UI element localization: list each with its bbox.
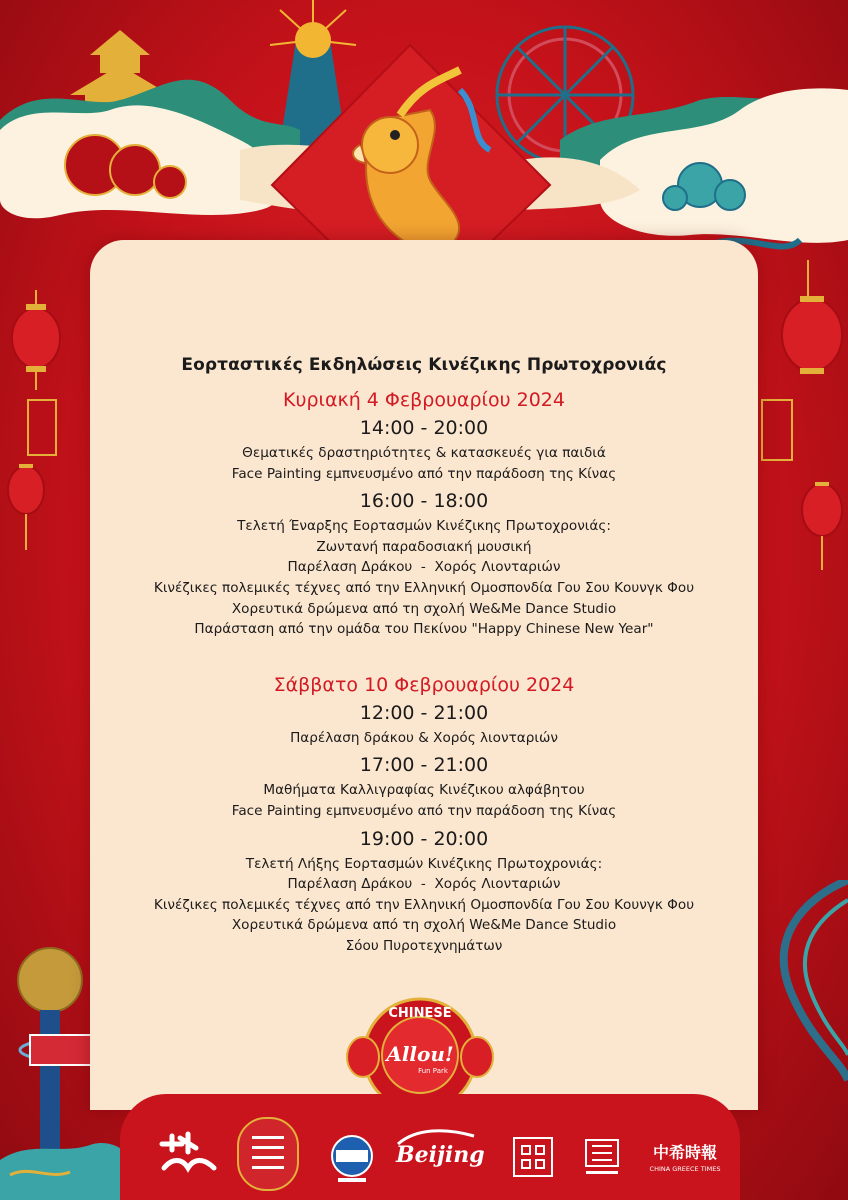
time-slot: 19:00 - 20:00 bbox=[359, 827, 489, 850]
cgt-chinese: 中希時報 bbox=[652, 1143, 717, 1162]
activity-line: Μαθήματα Καλλιγραφίας Κινέζικου αλφάβητου bbox=[263, 782, 585, 799]
schedule-block bbox=[90, 702, 758, 749]
sponsor-logo-3 bbox=[328, 1134, 376, 1184]
sponsor-logo-2 bbox=[236, 1116, 300, 1194]
activity-line: Κινέζικες πολεμικές τέχνες από την Ελληνική Ομοσπονδία Γου Σου Κουνγκ Φου bbox=[153, 579, 695, 596]
sponsor-logo-6 bbox=[582, 1138, 622, 1178]
spacer bbox=[90, 646, 758, 674]
beijing-logo bbox=[396, 1142, 485, 1168]
schedule-block bbox=[90, 754, 758, 821]
lantern-icon bbox=[461, 1037, 493, 1077]
time-slot: 14:00 - 20:00 bbox=[359, 417, 489, 439]
coaster-track-bottom-right bbox=[760, 880, 848, 1100]
badge-top-text: CHINESE bbox=[388, 1006, 452, 1021]
schedule-content bbox=[90, 355, 758, 963]
china-greece-times-logo bbox=[640, 1140, 730, 1173]
lantern-icon bbox=[782, 299, 842, 371]
cgt-english: CHINA GREECE TIMES bbox=[649, 1165, 721, 1173]
right-lanterns bbox=[758, 260, 848, 580]
gold-ball-icon bbox=[18, 948, 82, 1012]
sponsor-logo-1 bbox=[158, 1130, 222, 1174]
activity-line: Παρέλαση Δράκου - Χορός Λιονταριών bbox=[287, 559, 561, 576]
activity-line: Σόου Πυροτεχνημάτων bbox=[345, 937, 503, 954]
lantern-icon bbox=[8, 466, 44, 514]
beijing-label: Beijing bbox=[396, 1142, 485, 1168]
lantern-icon bbox=[347, 1037, 379, 1077]
schedule-block bbox=[90, 417, 758, 484]
activity-line: Face Painting εμπνευσμένο από την παράδοση της Κίνας bbox=[231, 802, 617, 819]
activity-line: Χορευτικά δρώμενα από τη σχολή We&Me Dance Studio bbox=[231, 917, 617, 934]
sponsor-logo-5 bbox=[512, 1136, 554, 1178]
day-section-2 bbox=[90, 674, 758, 957]
badge-brand-sub: Fun Park bbox=[418, 1067, 448, 1075]
activity-line: Κινέζικες πολεμικές τέχνες από την Ελληνική Ομοσπονδία Γου Σου Κουνγκ Φου bbox=[153, 896, 695, 913]
day-section-1 bbox=[90, 389, 758, 640]
activity-line: Τελετή Έναρξης Εορτασμών Κινέζικης Πρωτοχρονιάς: bbox=[237, 518, 611, 535]
beijing-swoosh-icon bbox=[396, 1126, 476, 1148]
page-title: Εορταστικές Εκδηλώσεις Κινέζικης Πρωτοχρονιάς bbox=[181, 355, 667, 375]
activity-line: Παράσταση από την ομάδα του Πεκίνου "Happy Chinese New Year" bbox=[194, 621, 654, 638]
activity-line: Τελετή Λήξης Εορτασμών Κινέζικης Πρωτοχρονιάς: bbox=[245, 855, 603, 872]
activity-line: Θεματικές δραστηριότητες & κατασκευές για παιδιά bbox=[242, 445, 606, 461]
time-slot: 16:00 - 18:00 bbox=[359, 490, 489, 513]
schedule-block bbox=[90, 828, 758, 957]
activity-line: Χορευτικά δρώμενα από τη σχολή We&Me Dance Studio bbox=[231, 600, 617, 617]
badge-brand: Allou! bbox=[386, 1042, 454, 1066]
day-title: Σάββατο 10 Φεβρουαρίου 2024 bbox=[273, 673, 575, 696]
day-title: Κυριακή 4 Φεβρουαρίου 2024 bbox=[283, 389, 565, 411]
activity-line: Face Painting εμπνευσμένο από την παράδοση της Κίνας bbox=[231, 465, 617, 482]
activity-line: Παρέλαση δράκου & Χορός λιονταριών bbox=[290, 729, 558, 746]
lantern-icon bbox=[802, 484, 842, 536]
activity-line: Παρέλαση Δράκου - Χορός Λιονταριών bbox=[287, 876, 561, 893]
time-slot: 12:00 - 21:00 bbox=[359, 701, 489, 724]
sponsor-footer bbox=[120, 1094, 740, 1200]
left-lanterns bbox=[0, 290, 90, 580]
activity-line: Ζωντανή παραδοσιακή μουσική bbox=[316, 538, 532, 555]
lantern-icon bbox=[12, 308, 60, 368]
schedule-block bbox=[90, 490, 758, 640]
time-slot: 17:00 - 21:00 bbox=[359, 754, 489, 777]
